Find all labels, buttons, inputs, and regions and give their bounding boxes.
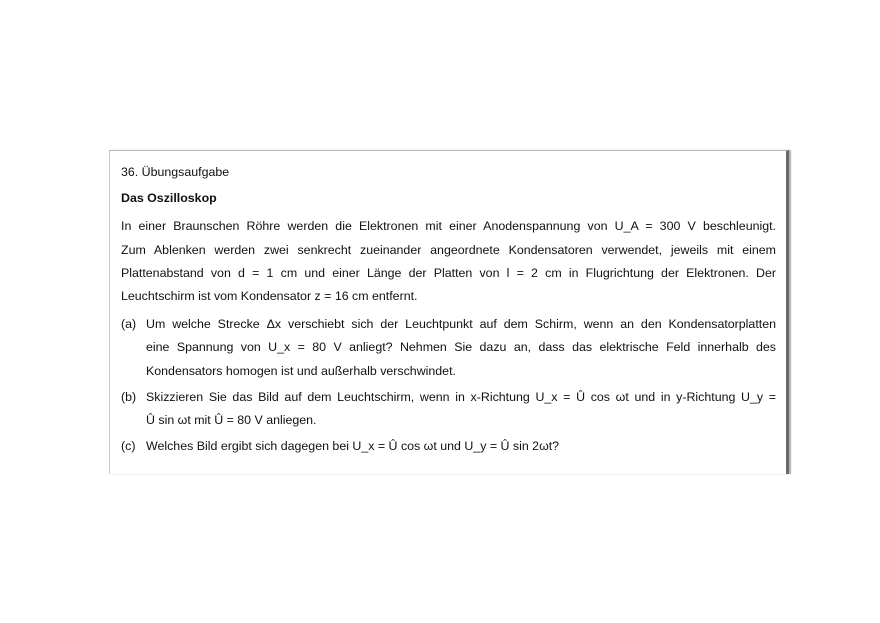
task-a-line-3: Kondensators homogen ist und außerhalb verschwindet. xyxy=(146,363,456,378)
task-b-line-1: Skizzieren Sie das Bild auf dem Leuchtschirm, wenn in x-Richtung U_x = Û cos ωt und in y-Richtung U_y = xyxy=(146,389,776,404)
task-c-line-1: Welches Bild ergibt sich dagegen bei U_x = Û cos ωt und U_y = Û sin 2ωt? xyxy=(146,439,560,454)
task-a-line-2: eine Spannung von U_x = 80 V anliegt? Nehmen Sie dazu an, dass das elektrische Feld innerhalb des xyxy=(146,340,776,355)
task-c-label: (c) xyxy=(121,439,136,454)
task-b-line-2: Û sin ωt mit Û = 80 V anliegen. xyxy=(146,413,317,428)
intro-line-1: In einer Braunschen Röhre werden die Elektronen mit einer Anodenspannung von U_A = 300 V beschleunigt. xyxy=(121,219,776,234)
task-a-label: (a) xyxy=(121,317,137,332)
task-a-line-1: Um welche Strecke Δx verschiebt sich der Leuchtpunkt auf dem Schirm, wenn an den Kondensatorplatten xyxy=(146,317,776,332)
task-b xyxy=(121,386,776,432)
exercise-sheet xyxy=(109,150,789,474)
exercise-number-title: 36. Übungsaufgabe xyxy=(121,165,230,179)
intro-line-4: Leuchtschirm ist vom Kondensator z = 16 cm entfernt. xyxy=(121,289,418,304)
intro-line-3: Plattenabstand von d = 1 cm und einer Länge der Platten von l = 2 cm in Flugrichtung der Elektronen. Der xyxy=(121,265,776,280)
exercise-content xyxy=(121,161,776,461)
exercise-heading: Das Oszilloskop xyxy=(121,191,217,206)
intro-line-2: Zum Ablenken werden zwei senkrecht zueinander angeordnete Kondensatoren verwendet, jeweils mit einem xyxy=(121,242,776,257)
task-b-label: (b) xyxy=(121,389,137,404)
task-a xyxy=(121,313,776,383)
task-c xyxy=(121,435,776,458)
intro-paragraph xyxy=(121,215,776,308)
